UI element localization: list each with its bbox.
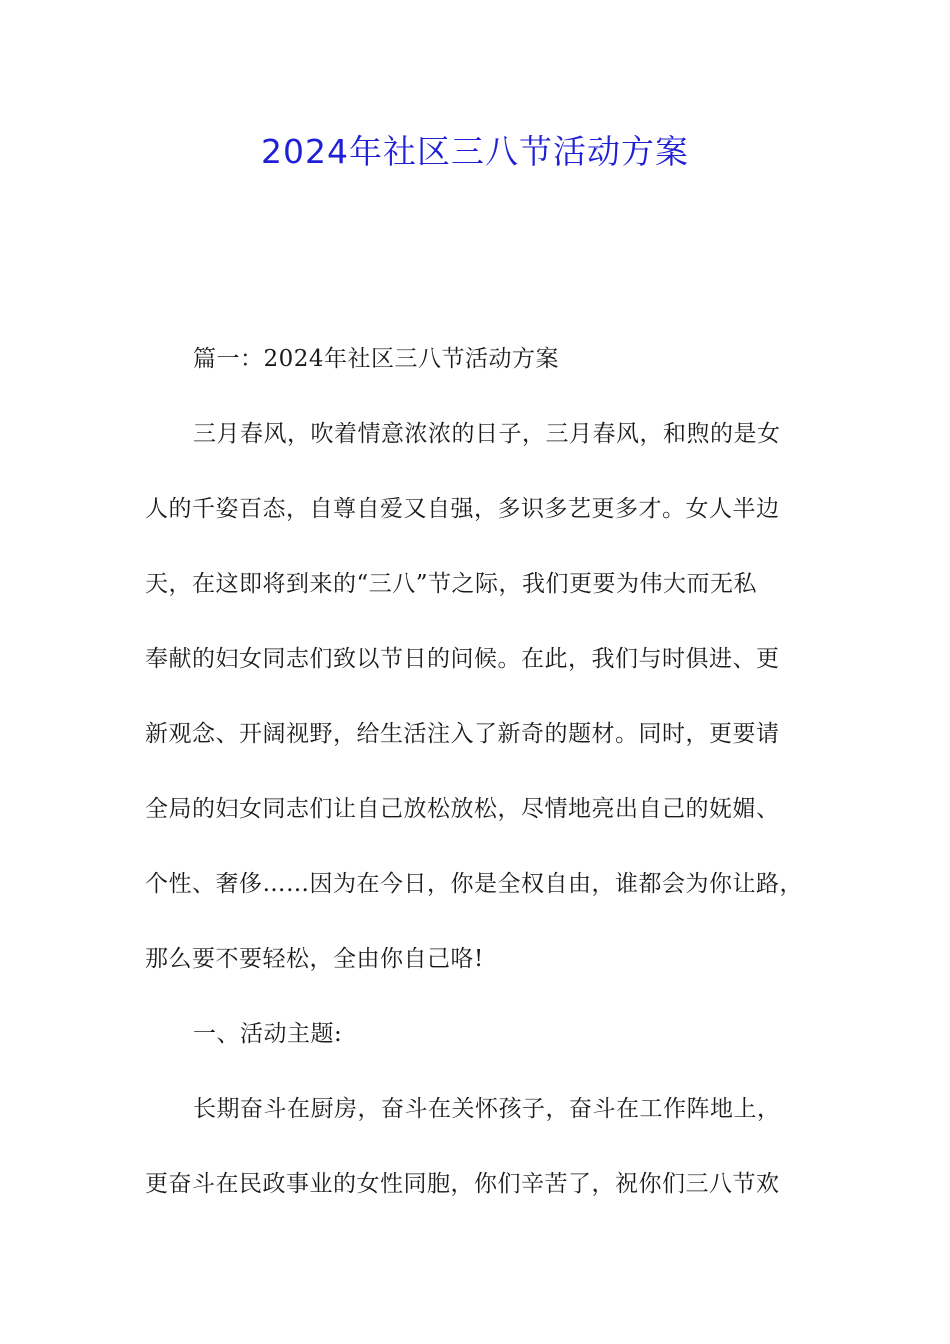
paragraph-line: 更奋斗在民政事业的女性同胞，你们辛苦了，祝你们三八节欢 (145, 1171, 780, 1197)
paragraph-line: 新观念、开阔视野，给生活注入了新奇的题材。同时，更要请 (145, 721, 780, 747)
paragraph-line: 那么要不要轻松，全由你自己咯! (145, 946, 484, 972)
paragraph-line: 三月春风，吹着情意浓浓的日子，三月春风，和煦的是女 (193, 421, 781, 447)
paragraph-line: 天，在这即将到来的“三八”节之际，我们更要为伟大而无私 (145, 571, 758, 597)
paragraph-line: 奉献的妇女同志们致以节日的问候。在此，我们与时俱进、更 (145, 646, 780, 672)
document-title: 2024年社区三八节活动方案 (261, 132, 689, 171)
section-heading-part-one: 篇一：2024年社区三八节活动方案 (193, 346, 560, 372)
paragraph-line: 个性、奢侈……因为在今日，你是全权自由，谁都会为你让路， (145, 871, 803, 897)
paragraph-line: 全局的妇女同志们让自己放松放松，尽情地亮出自己的妩媚、 (145, 796, 780, 822)
paragraph-line: 长期奋斗在厨房，奋斗在关怀孩子，奋斗在工作阵地上， (193, 1096, 781, 1122)
paragraph-line: 人的千姿百态，自尊自爱又自强，多识多艺更多才。女人半边 (145, 496, 780, 522)
section-heading-activity-theme: 一、活动主题: (193, 1021, 343, 1047)
